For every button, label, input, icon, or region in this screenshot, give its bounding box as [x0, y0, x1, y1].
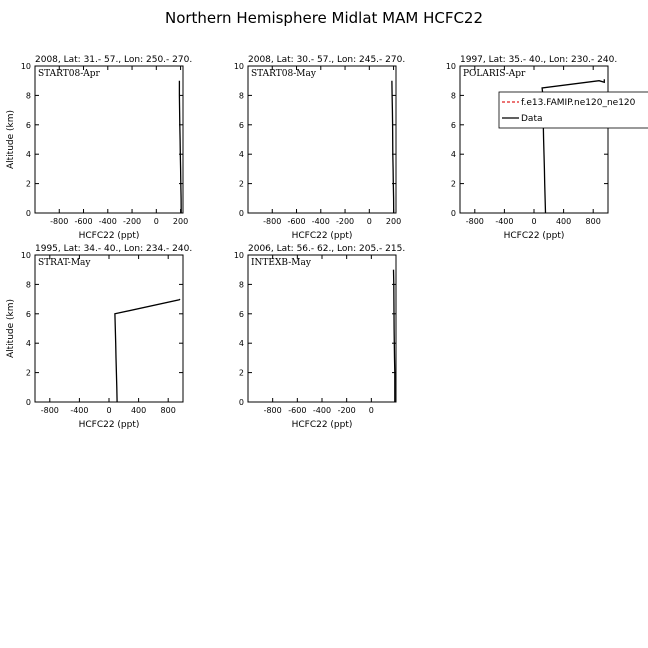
x-tick-label: -800	[50, 217, 69, 226]
x-tick-label: -400	[70, 406, 89, 415]
legend-label-data: Data	[521, 114, 543, 124]
panel-label: START08-Apr	[38, 69, 100, 79]
y-tick-label: 0	[238, 209, 244, 218]
y-tick-label: 8	[238, 280, 244, 290]
y-tick-label: 10	[233, 251, 244, 260]
chart-panel	[234, 244, 405, 430]
y-tick-label: 8	[25, 91, 31, 101]
x-tick-label: 800	[585, 217, 601, 226]
y-tick-label: 6	[238, 120, 244, 130]
x-tick-label: -400	[312, 406, 332, 415]
x-tick-label: -800	[263, 406, 282, 415]
y-tick-label: 2	[25, 368, 31, 378]
legend-label-model: f.e13.FAMIP.ne120_ne120	[521, 98, 636, 108]
x-tick-label: -400	[311, 217, 330, 226]
x-tick-label: -800	[40, 406, 59, 415]
y-tick-label: 6	[25, 120, 31, 130]
y-tick-label: 0	[25, 398, 31, 407]
y-tick-label: 2	[450, 179, 456, 189]
x-tick-label: -400	[98, 217, 117, 226]
x-axis-label: HCFC22 (ppt)	[78, 420, 140, 430]
y-tick-label: 10	[20, 251, 31, 260]
y-tick-label: 8	[238, 91, 244, 101]
x-axis-label: HCFC22 (ppt)	[503, 231, 565, 241]
plot-frame	[248, 255, 396, 402]
panel-label: INTEXB-May	[251, 258, 311, 268]
x-tick-label: -600	[74, 217, 93, 226]
data-series-line	[115, 299, 180, 402]
figure-title: Northern Hemisphere Midlat MAM HCFC22	[164, 9, 484, 27]
panel-header: 1997, Lat: 35.- 40., Lon: 230.- 240.	[460, 55, 618, 65]
data-series-line	[394, 270, 395, 402]
data-series-line	[392, 81, 394, 213]
x-tick-label: -600	[287, 217, 306, 226]
y-tick-label: 6	[25, 309, 31, 319]
panel-header: 2008, Lat: 31.- 57., Lon: 250.- 270.	[35, 55, 193, 65]
x-tick-label: 200	[172, 217, 189, 226]
y-tick-label: 2	[25, 179, 31, 189]
x-tick-label: 0	[106, 406, 112, 415]
x-tick-label: 0	[366, 217, 372, 226]
panel-label: POLARIS-Apr	[463, 69, 526, 79]
plot-frame	[460, 66, 608, 213]
x-tick-label: 200	[385, 217, 402, 226]
x-tick-label: -800	[465, 217, 484, 226]
panel-header: 2008, Lat: 30.- 57., Lon: 245.- 270.	[248, 55, 406, 65]
y-tick-label: 4	[450, 150, 456, 160]
data-series-line	[179, 81, 181, 213]
y-tick-label: 8	[450, 91, 456, 101]
y-tick-label: 0	[450, 209, 456, 218]
y-tick-label: 10	[20, 62, 31, 71]
y-tick-label: 4	[25, 150, 31, 160]
chart-panel	[446, 55, 648, 241]
x-tick-label: -200	[337, 406, 356, 415]
x-axis-label: HCFC22 (ppt)	[291, 420, 353, 430]
panel-header: 2006, Lat: 56.- 62., Lon: 205.- 215.	[248, 244, 406, 254]
panel-label: START08-May	[251, 69, 316, 79]
x-tick-label: 800	[160, 406, 176, 415]
chart-panel	[234, 55, 405, 241]
x-tick-label: -600	[288, 406, 307, 415]
x-tick-label: -200	[335, 217, 355, 226]
y-tick-label: 10	[445, 62, 456, 71]
y-axis-label: Altitude (km)	[6, 298, 16, 359]
x-tick-label: -800	[263, 217, 282, 226]
x-tick-label: 0	[531, 217, 537, 226]
y-tick-label: 4	[25, 339, 31, 349]
x-tick-label: -200	[122, 217, 142, 226]
y-tick-label: 10	[233, 62, 244, 71]
x-tick-label: -400	[495, 217, 514, 226]
x-tick-label: 0	[153, 217, 159, 226]
x-tick-label: 0	[368, 406, 374, 415]
x-tick-label: 400	[555, 217, 572, 226]
y-tick-label: 4	[238, 339, 244, 349]
y-tick-label: 0	[238, 398, 244, 407]
x-tick-label: 400	[130, 406, 147, 415]
chart-panel	[6, 55, 192, 241]
y-tick-label: 2	[238, 368, 244, 378]
y-axis-label: Altitude (km)	[6, 109, 16, 170]
panel-header: 1995, Lat: 34.- 40., Lon: 234.- 240.	[35, 244, 193, 254]
plot-frame	[35, 66, 183, 213]
x-axis-label: HCFC22 (ppt)	[291, 231, 353, 241]
y-tick-label: 6	[450, 120, 456, 130]
y-tick-label: 4	[238, 150, 244, 160]
y-tick-label: 2	[238, 179, 244, 189]
x-axis-label: HCFC22 (ppt)	[78, 231, 140, 241]
plot-frame	[248, 66, 396, 213]
y-tick-label: 6	[238, 309, 244, 319]
chart-panel	[6, 244, 192, 430]
y-tick-label: 0	[25, 209, 31, 218]
y-tick-label: 8	[25, 280, 31, 290]
plot-frame	[35, 255, 183, 402]
panel-label: STRAT-May	[38, 258, 91, 268]
